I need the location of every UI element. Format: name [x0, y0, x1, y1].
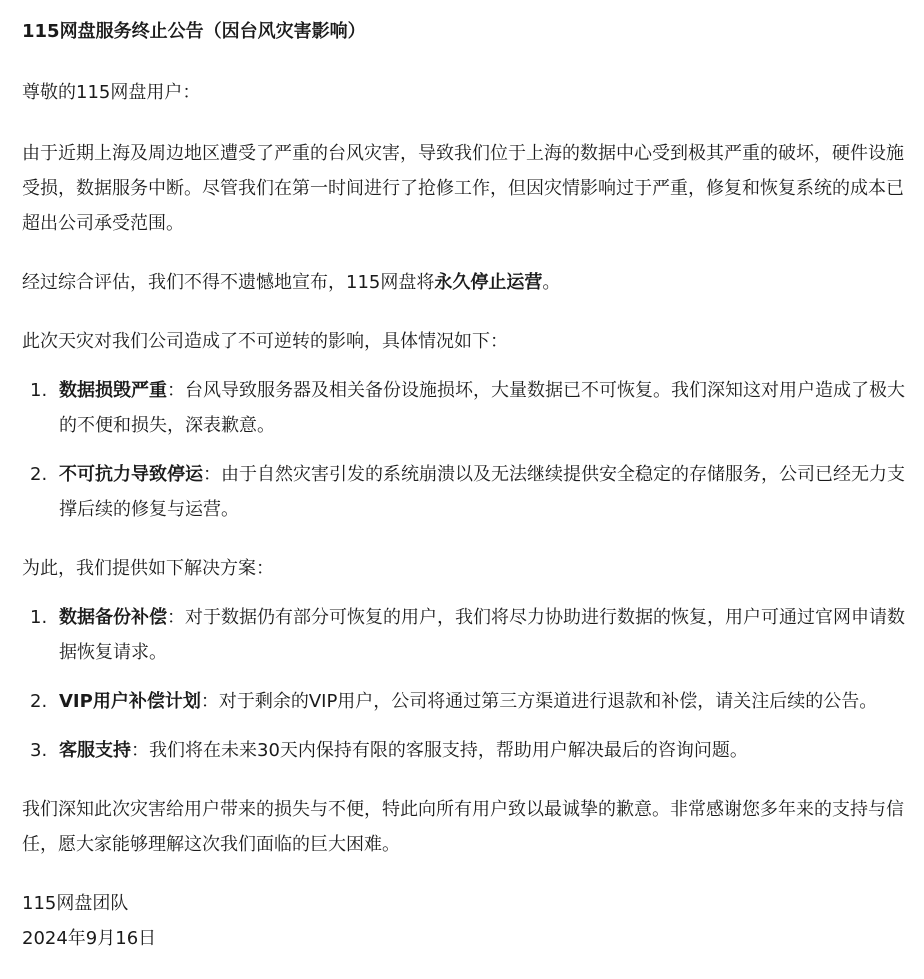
list-item-solution-3 — [22, 733, 907, 768]
list-item-text: ：由于自然灾害引发的系统崩溃以及无法继续提供安全稳定的存储服务，公司已经无力支撑后续的修复与运营。 — [59, 464, 905, 520]
list-item-impact-1 — [22, 373, 907, 443]
solution-list — [22, 600, 910, 768]
list-item-solution-1 — [22, 600, 907, 670]
list-item-text: ：台风导致服务器及相关备份设施损坏，大量数据已不可恢复。我们深知这对用户造成了极大的不便和损失，深表歉意。 — [59, 380, 905, 436]
impact-list — [22, 373, 910, 527]
impact-intro: 此次天灾对我们公司造成了不可逆转的影响，具体情况如下： — [22, 331, 508, 352]
paragraph-shutdown-notice — [22, 265, 910, 300]
list-item-heading: 客服支持 — [59, 740, 131, 761]
closing-paragraph: 我们深知此次灾害给用户带来的损失与不便，特此向所有用户致以最诚挚的歉意。非常感谢您多年来的支持与信任，愿大家能够理解这次我们面临的巨大困难。 — [22, 799, 904, 855]
list-item-text: ：我们将在未来30天内保持有限的客服支持，帮助用户解决最后的咨询问题。 — [131, 740, 748, 761]
announcement-title: 115网盘服务终止公告（因台风灾害影响） — [22, 21, 366, 42]
shutdown-emphasis: 永久停止运营 — [434, 272, 543, 293]
paragraph-disaster-description: 由于近期上海及周边地区遭受了严重的台风灾害，导致我们位于上海的数据中心受到极其严重的破坏，硬件设施受损，数据服务中断。尽管我们在第一时间进行了抢修工作，但因灾情影响过于严重，修复和恢复系统的成本已超出公司承受范围。 — [22, 143, 904, 234]
list-item-heading: 数据备份补偿 — [59, 607, 167, 628]
shutdown-period: 。 — [542, 272, 561, 293]
list-item-heading: 不可抗力导致停运 — [59, 464, 203, 485]
list-number: 2. — [30, 691, 48, 712]
list-item-solution-2 — [22, 684, 907, 719]
list-number: 3. — [30, 740, 48, 761]
shutdown-text: 经过综合评估，我们不得不遗憾地宣布，115网盘将 — [22, 272, 435, 293]
greeting: 尊敬的115网盘用户： — [22, 82, 201, 103]
list-number: 2. — [30, 464, 48, 485]
list-number: 1. — [30, 607, 48, 628]
list-item-text: ：对于数据仍有部分可恢复的用户，我们将尽力协助进行数据的恢复，用户可通过官网申请数据恢复请求。 — [59, 607, 905, 663]
list-item-heading: VIP用户补偿计划 — [59, 691, 201, 712]
list-item-impact-2 — [22, 457, 907, 527]
signature: 115网盘团队 — [22, 893, 129, 914]
list-item-heading: 数据损毁严重 — [59, 380, 167, 401]
list-number: 1. — [30, 380, 48, 401]
solution-intro: 为此，我们提供如下解决方案： — [22, 558, 274, 579]
announcement-date: 2024年9月16日 — [22, 928, 157, 949]
list-item-text: ：对于剩余的VIP用户，公司将通过第三方渠道进行退款和补偿，请关注后续的公告。 — [200, 691, 878, 712]
